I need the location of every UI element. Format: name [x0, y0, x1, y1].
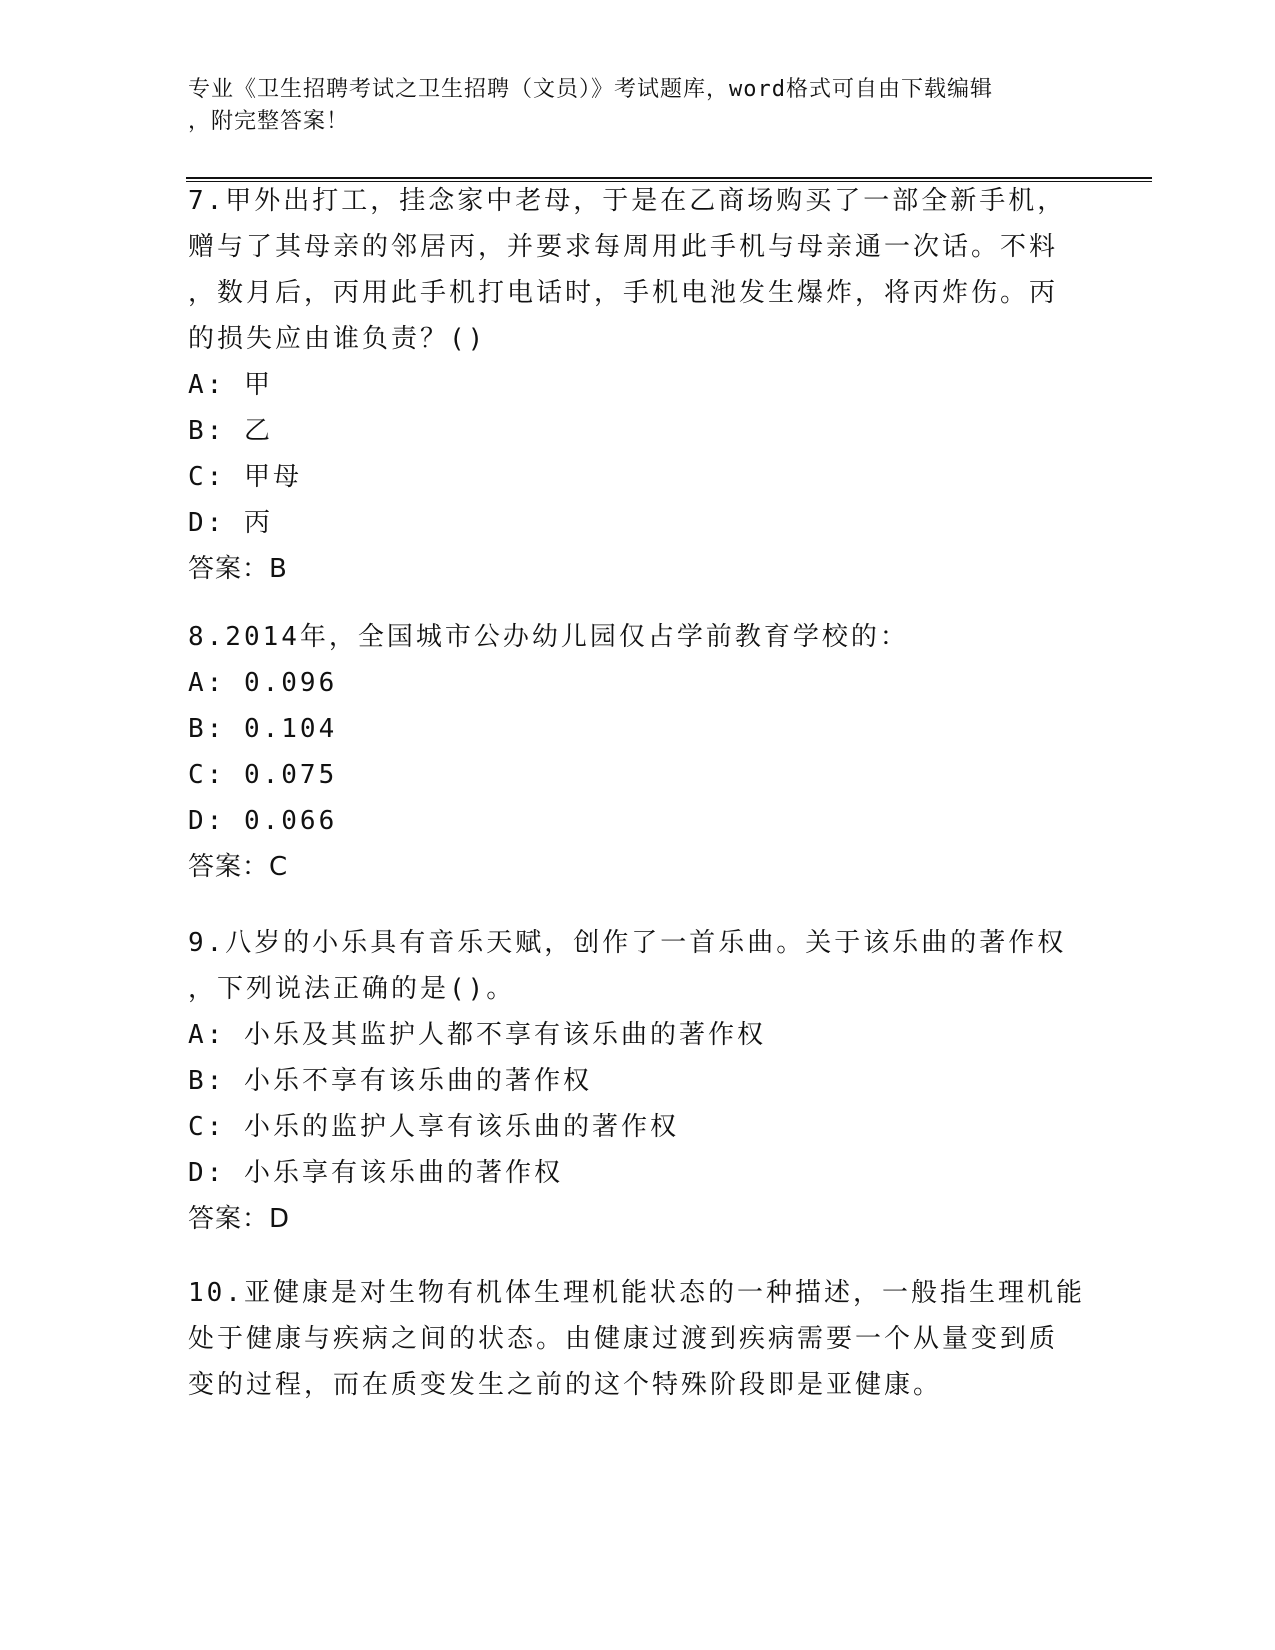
option-b: B: 0.104	[188, 714, 338, 744]
stem-line: ，数月后，丙用此手机打电话时，手机电池发生爆炸，将丙炸伤。丙	[188, 278, 1059, 308]
question-stem	[188, 178, 1088, 362]
question-7	[188, 178, 1088, 592]
option-a: A: 0.096	[188, 668, 338, 698]
answer-label: 答案：C	[188, 852, 289, 882]
option-d: D: 小乐享有该乐曲的著作权	[188, 1158, 563, 1188]
question-9	[188, 920, 1088, 1242]
question-stem	[188, 1270, 1088, 1408]
option-a: A: 小乐及其监护人都不享有该乐曲的著作权	[188, 1020, 766, 1050]
option-d: D: 0.066	[188, 806, 338, 836]
answer-label: 答案：D	[188, 1204, 291, 1234]
stem-line: 处于健康与疾病之间的状态。由健康过渡到疾病需要一个从量变到质	[188, 1324, 1059, 1354]
option-c: C: 0.075	[188, 760, 338, 790]
stem-line: 的损失应由谁负责？()	[188, 324, 487, 354]
question-stem	[188, 920, 1088, 1012]
option-d: D: 丙	[188, 508, 273, 538]
header-line-1: 专业《卫生招聘考试之卫生招聘（文员）》考试题库，word格式可自由下载编辑	[188, 77, 993, 102]
stem-line: 赠与了其母亲的邻居丙，并要求每周用此手机与母亲通一次话。不料	[188, 232, 1059, 262]
option-c: C: 甲母	[188, 462, 302, 492]
option-c: C: 小乐的监护人享有该乐曲的著作权	[188, 1112, 679, 1142]
stem-line: 8.2014年，全国城市公办幼儿园仅占学前教育学校的：	[188, 622, 909, 652]
stem-line: ，下列说法正确的是()。	[188, 974, 516, 1004]
header-line-2: ，附完整答案！	[188, 109, 350, 134]
stem-line: 变的过程，而在质变发生之前的这个特殊阶段即是亚健康。	[188, 1370, 943, 1400]
stem-line: 9.八岁的小乐具有音乐天赋，创作了一首乐曲。关于该乐曲的著作权	[188, 928, 1067, 958]
option-b: B: 乙	[188, 416, 273, 446]
question-8	[188, 614, 1088, 890]
stem-line: 10.亚健康是对生物有机体生理机能状态的一种描述，一般指生理机能	[188, 1278, 1085, 1308]
option-a: A: 甲	[188, 370, 273, 400]
document-header	[188, 74, 1068, 138]
question-stem	[188, 614, 1088, 660]
stem-line: 7.甲外出打工，挂念家中老母，于是在乙商场购买了一部全新手机，	[188, 186, 1067, 216]
question-10	[188, 1270, 1088, 1408]
answer-label: 答案：B	[188, 554, 288, 584]
option-b: B: 小乐不享有该乐曲的著作权	[188, 1066, 592, 1096]
